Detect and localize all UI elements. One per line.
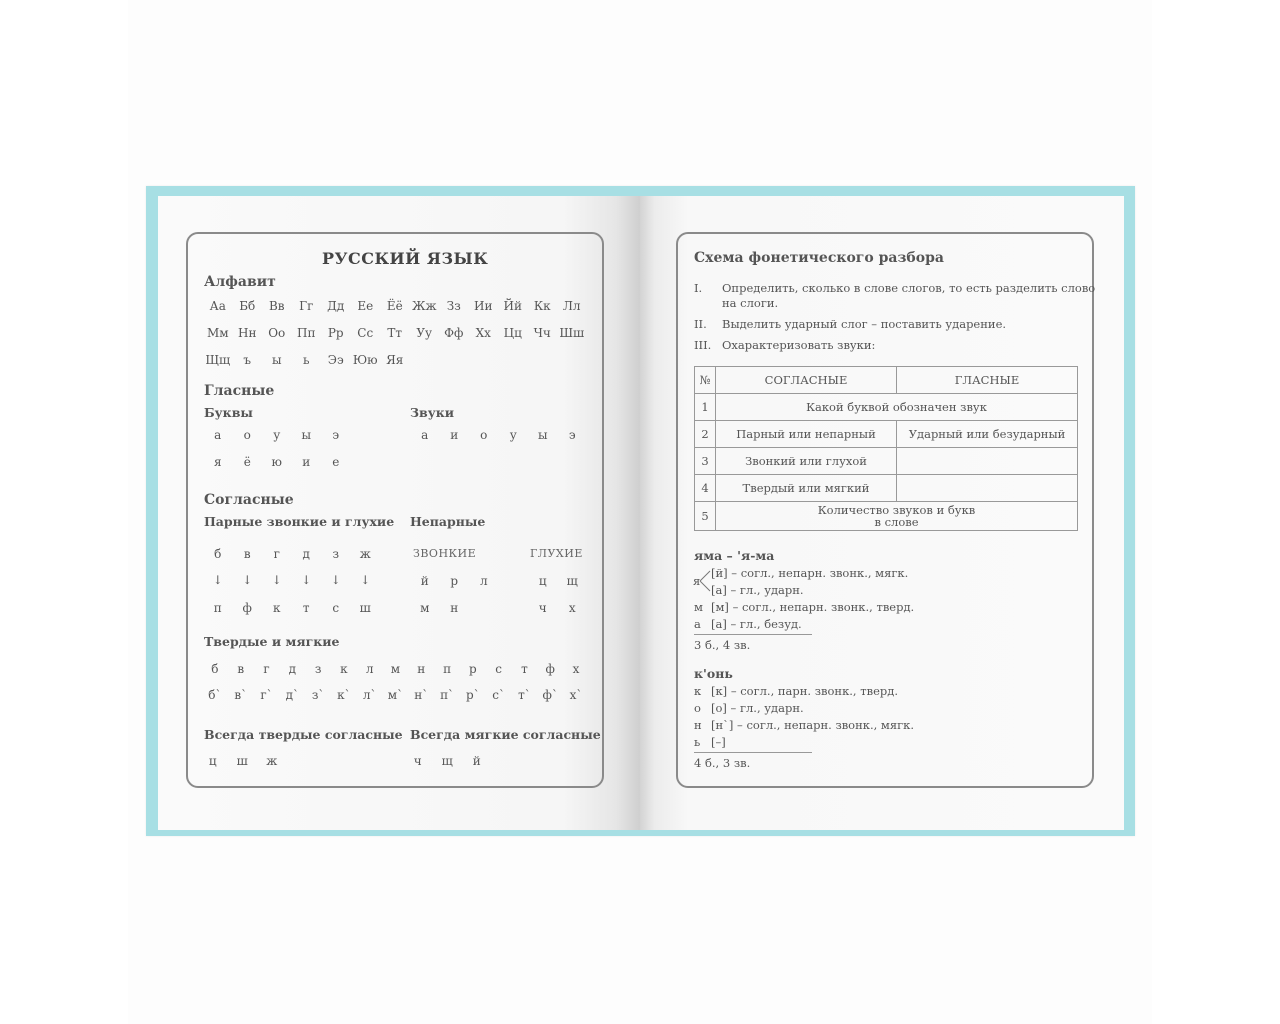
example-letter: ь [694,735,701,749]
down-arrow-icon: ↓ [271,573,282,587]
letter: Оо [268,326,286,340]
letter: к` [337,688,351,702]
column-header-vowels: ГЛАСНЫЕ [897,367,1078,394]
letter: ы [271,353,282,367]
paired-consonants-label: Парные звонкие и глухие [204,514,395,529]
letter: н [450,601,459,615]
letter: Ёё [386,299,403,313]
letter: ч [413,754,422,768]
letter: т` [518,688,531,702]
letter: ъ [243,353,252,367]
example-letter: а [694,617,701,631]
branch-bracket-icon [699,568,711,594]
letter: в` [234,688,248,702]
letter: г` [260,688,273,702]
letter: ё [243,455,251,469]
letter: о [480,428,488,442]
row-cell: Твердый или мягкий [716,475,897,502]
letter: в [237,662,245,676]
letter: ф [242,601,252,615]
consonants-heading: Согласные [204,492,294,508]
vowel-sounds-row [410,428,587,442]
phonetic-table [694,366,1078,531]
letter: Уу [416,326,433,340]
letter: ж [359,547,371,561]
letter: х [568,601,576,615]
letter: Тт [387,326,403,340]
letter: б [211,662,219,676]
letter: Хх [475,326,491,340]
letter: к [340,662,348,676]
example-letter: я [693,574,701,588]
always-soft-row [403,754,492,768]
letter: Юю [352,353,378,367]
row-cell-line: в слове [874,515,919,529]
phonetic-scheme-title: Схема фонетического разбора [694,250,944,266]
letter: й [420,574,429,588]
example-kon-heading: к'онь [694,666,733,681]
letter: ы [301,428,312,442]
soft-consonants-row [202,688,589,702]
alphabet-row-1 [203,299,587,313]
letter: ц [208,754,217,768]
row-cell: Парный или непарный [716,421,897,448]
letter: ы [537,428,548,442]
step-text: Охарактеризовать звуки: [722,338,876,352]
vowel-letters-row-1 [203,428,351,442]
table-row [695,448,1078,475]
letter: ц [538,574,547,588]
letter: и [450,428,459,442]
example-line: [а] – гл., ударн. [711,583,804,597]
example-line: [н`] – согл., непарн. звонк., мягк. [711,718,914,732]
paired-voiceless-row [203,601,380,615]
letter: м` [387,688,404,702]
unpaired-consonants-label: Непарные [410,514,486,529]
letter: ю [271,455,282,469]
vowel-sounds-label: Звуки [410,405,455,420]
row-number: 5 [695,502,716,531]
letter: Лл [562,299,581,313]
letter: Рр [327,326,344,340]
letter: Ээ [327,353,344,367]
table-header-row [695,367,1078,394]
letter: и [302,455,311,469]
letter: д` [285,688,299,702]
letter: Чч [533,326,551,340]
letter: ф` [542,688,558,702]
table-row [695,394,1078,421]
example-line: [–] [711,735,726,749]
letter: о [243,428,251,442]
row-number: 4 [695,475,716,502]
letter: у [509,428,517,442]
example-line: [й] – согл., непарн. звонк., мягк. [711,566,909,580]
letter: д [302,547,310,561]
letter: п [443,662,452,676]
alphabet-row-3 [203,353,410,367]
letter: Ии [474,299,493,313]
letter: к [273,601,281,615]
letter: м [420,601,430,615]
letter: Вв [268,299,285,313]
step-number: II. [694,317,707,331]
column-header-consonants: СОГЛАСНЫЕ [716,367,897,394]
table-row [695,502,1078,531]
letter: н` [414,688,429,702]
alphabet-row-2 [203,326,587,340]
paired-voiced-row [203,547,380,561]
hard-soft-heading: Твердые и мягкие [204,634,340,649]
letter: Дд [327,299,345,313]
divider [694,752,812,753]
letter: х` [569,688,583,702]
letter: й [472,754,481,768]
example-letter: н [694,718,702,732]
vowels-heading: Гласные [204,383,275,399]
letter: в [243,547,251,561]
letter: б` [208,688,222,702]
example-line: [к] – согл., парн. звонк., тверд. [711,684,898,698]
letter: с [495,662,503,676]
always-hard-row [198,754,287,768]
voiced-label: ЗВОНКИЕ [413,547,477,560]
letter: е [332,455,340,469]
unpaired-voiced-row-1 [410,574,499,588]
row-cell-line: Количество звуков и букв [817,503,976,517]
example-line: [м] – согл., непарн. звонк., тверд. [711,600,915,614]
letter: Йй [503,299,522,313]
alphabet-heading: Алфавит [204,274,276,290]
step-text: Определить, сколько в слове слогов, то есть разделить слово [722,281,1096,295]
letter: т [302,601,310,615]
page-title: РУССКИЙ ЯЗЫК [322,249,489,268]
always-soft-heading: Всегда мягкие согласные [410,727,601,742]
unpaired-voiced-row-2 [410,601,469,615]
letter: н [417,662,426,676]
letter: м [390,662,401,676]
unpaired-voiceless-row-2 [528,601,587,615]
letter: у [273,428,281,442]
letter: п` [440,688,455,702]
letter: Сс [357,326,374,340]
example-letter: о [694,701,701,715]
letter: э [568,428,576,442]
down-arrow-icon: ↓ [212,573,223,587]
example-letter: м [694,600,703,614]
letter: г [263,662,270,676]
letter: Жж [411,299,437,313]
down-arrow-icon: ↓ [242,573,253,587]
letter: с` [492,688,506,702]
letter: Кк [533,299,551,313]
letter: Нн [238,326,257,340]
down-arrow-icon: ↓ [330,573,341,587]
vowel-letters-row-2 [203,455,351,469]
letter: л` [362,688,377,702]
example-yama-heading: яма – 'я-ма [694,548,775,563]
row-cell: Звонкий или глухой [716,448,897,475]
hard-consonants-row [202,662,589,676]
unpaired-voiceless-row-1 [528,574,587,588]
letter: ь [302,353,310,367]
letter: Щщ [205,353,231,367]
letter: Яя [386,353,404,367]
letter: Мм [206,326,229,340]
letter: г [273,547,280,561]
row-number: 1 [695,394,716,421]
letter: с [332,601,340,615]
row-number: 2 [695,421,716,448]
row-number: 3 [695,448,716,475]
example-summary: 3 б., 4 зв. [694,638,751,652]
step-text: Выделить ударный слог – поставить ударение. [722,317,1007,331]
row-cell [897,475,1078,502]
row-cell [716,502,1078,531]
letter: Шш [559,326,585,340]
letter: а [421,428,429,442]
letter: э [332,428,340,442]
letter: Фф [444,326,464,340]
letter: ж [266,754,278,768]
vowel-letters-label: Буквы [204,405,253,420]
letter: ш [236,754,248,768]
step-number: I. [694,281,703,295]
voiceless-label: ГЛУХИЕ [530,547,583,560]
letter: щ [566,574,578,588]
letter: л [365,662,374,676]
letter: ч [538,601,547,615]
letter: Аа [209,299,226,313]
example-letter: к [694,684,702,698]
letter: з [332,547,340,561]
step-text-continued: на слоги. [722,296,779,310]
letter: Цц [503,326,522,340]
row-cell: Ударный или безударный [897,421,1078,448]
divider [694,634,812,635]
letter: Бб [239,299,256,313]
letter: т [521,662,528,676]
paired-arrows-row [203,573,380,587]
letter: п [213,601,222,615]
letter: ф [545,662,555,676]
table-row [695,475,1078,502]
always-hard-heading: Всегда твердые согласные [204,727,403,742]
letter: л [479,574,488,588]
example-summary: 4 б., 3 зв. [694,756,751,770]
letter: я [213,455,222,469]
letter: р` [466,688,480,702]
step-number: III. [694,338,712,352]
letter: х [572,662,580,676]
example-line: [а] – гл., безуд. [711,617,802,631]
letter: а [214,428,222,442]
row-cell: Какой буквой обозначен звук [716,394,1078,421]
letter: Пп [297,326,316,340]
down-arrow-icon: ↓ [301,573,312,587]
row-cell [897,448,1078,475]
letter: Ее [357,299,374,313]
letter: Зз [446,299,461,313]
letter: ш [359,601,371,615]
letter: Гг [299,299,314,313]
letter: р [450,574,459,588]
column-header-number: № [695,367,716,394]
letter: д [288,662,296,676]
down-arrow-icon: ↓ [360,573,371,587]
table-row [695,421,1078,448]
letter: р [469,662,477,676]
left-page-frame [186,232,604,788]
example-line: [о] – гл., ударн. [711,701,804,715]
letter: з [314,662,322,676]
letter: з` [311,688,325,702]
letter: щ [441,754,453,768]
letter: б [214,547,222,561]
